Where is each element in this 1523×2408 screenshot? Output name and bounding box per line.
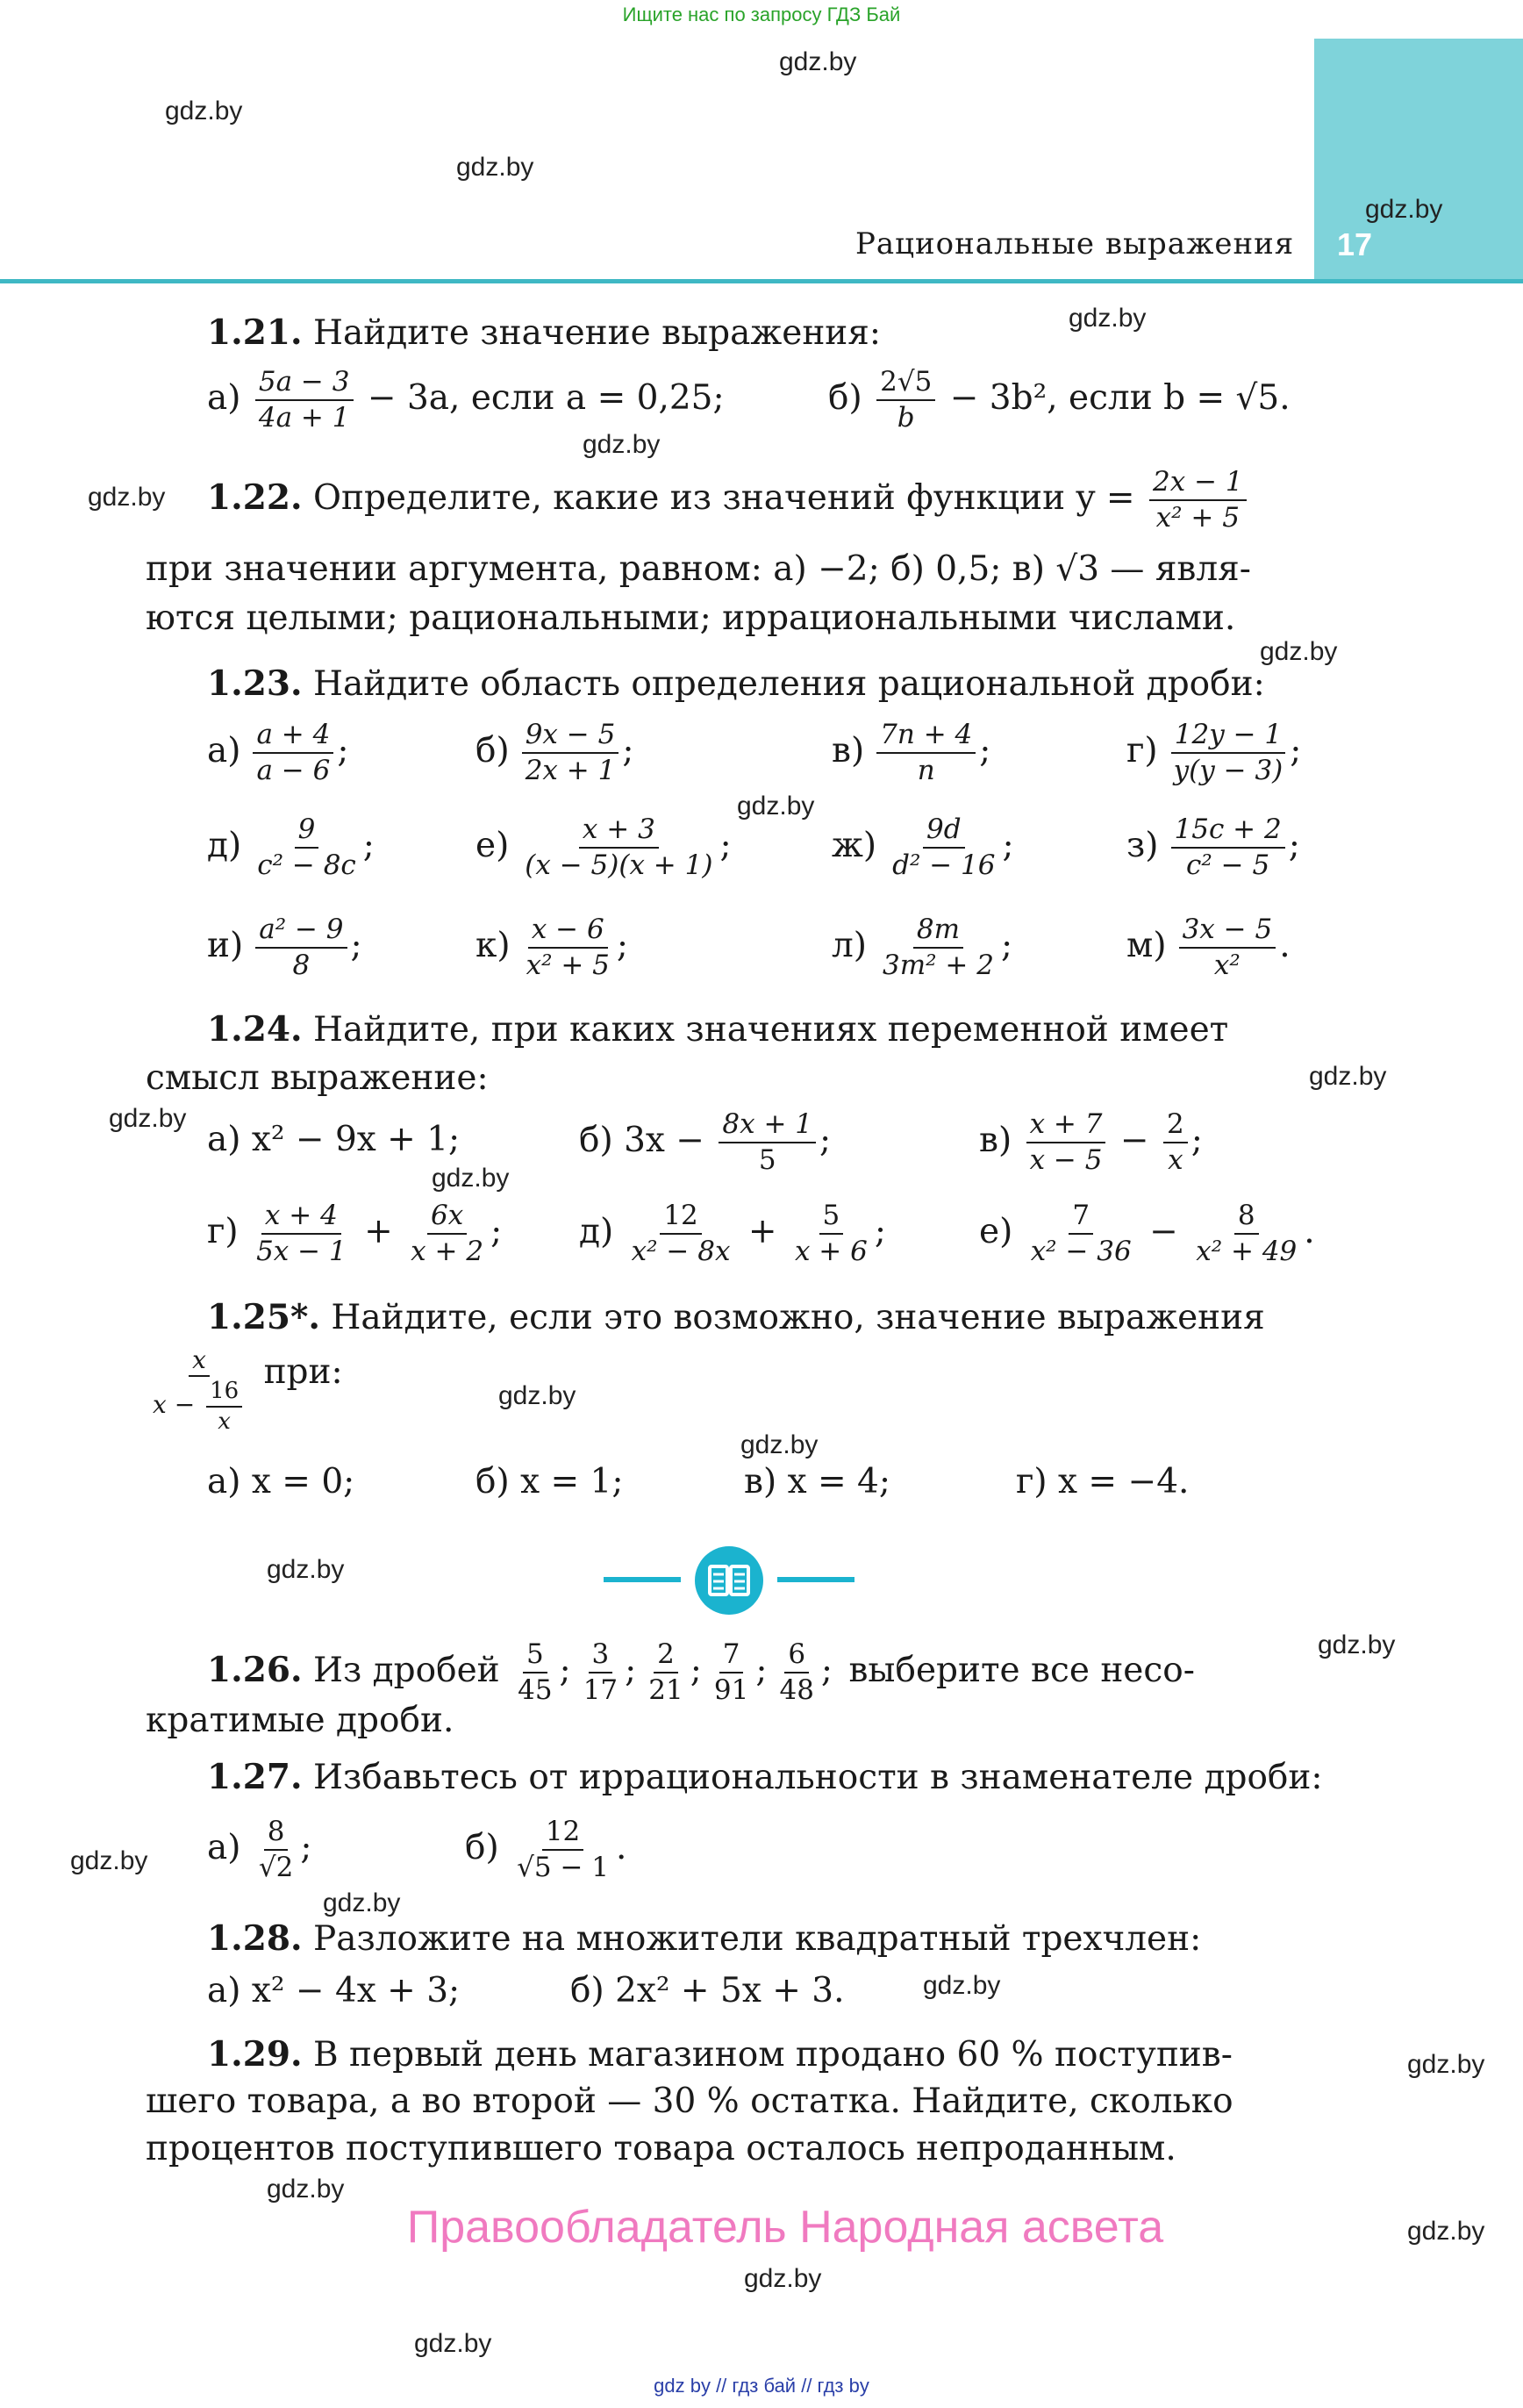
watermark: gdz.by bbox=[737, 792, 815, 821]
problem-1-27-b: б) $\frac{12}{√5 - 1}$ . bbox=[465, 1816, 627, 1883]
problem-1-27-heading: 1.27. Избавьтесь от иррациональности в знаменателе дроби: bbox=[207, 1757, 1323, 1797]
problem-1-25-v: в) x = 4; bbox=[744, 1462, 890, 1501]
watermark: gdz.by bbox=[323, 1888, 401, 1917]
problem-1-25-a: а) x = 0; bbox=[207, 1462, 355, 1501]
problem-1-22-line2: при значении аргумента, равном: а) −2; б) 0,5; в) √3 — явля- bbox=[146, 549, 1251, 589]
problem-1-23-item: ж) $\frac{9d}{\text{d² − 16}}$ ; bbox=[832, 813, 1014, 881]
problem-1-23-item: г) $\frac{12y - 1}{y(y - 3)}$ ; bbox=[1126, 719, 1302, 786]
fraction: $\frac{3}{17}$ bbox=[583, 1638, 618, 1706]
watermark: gdz.by bbox=[267, 1555, 345, 1584]
problem-1-23-item: е) $\frac{x + 3}{(x - 5)(x + 1)}$ ; bbox=[475, 813, 732, 881]
separator-right bbox=[777, 1577, 854, 1582]
watermark: gdz.by bbox=[109, 1104, 187, 1133]
problem-1-24-g: г) $\frac{x + 4}{5x - 1}$ + $\frac{6x}{x + 2}$ ; bbox=[207, 1200, 503, 1267]
problem-1-29-line2: шего товара, а во второй — 30 % остатка. Найдите, сколько bbox=[146, 2082, 1233, 2121]
watermark: gdz.by bbox=[1407, 2050, 1485, 2079]
watermark: gdz.by bbox=[779, 47, 857, 76]
problem-1-23-item: к) $\frac{x - 6}{\text{x² + 5}}$ ; bbox=[475, 914, 629, 981]
watermark: gdz.by bbox=[414, 2329, 492, 2358]
watermark: gdz.by bbox=[1260, 637, 1338, 666]
problem-1-23-item: а) $\frac{a + 4}{a - 6}$ ; bbox=[207, 719, 349, 786]
problem-1-21-b: б) $\frac{2√5}{b}$ − 3b², если b = √5. bbox=[828, 366, 1291, 434]
fraction: $\frac{6}{48}$ bbox=[779, 1638, 814, 1706]
fraction: $\frac{2}{21}$ bbox=[648, 1638, 683, 1706]
header-rule bbox=[0, 279, 1523, 283]
problem-1-29-line1: 1.29. В первый день магазином продано 60 % поступив- bbox=[207, 2034, 1233, 2075]
problem-1-26-line2: кратимые дроби. bbox=[146, 1701, 454, 1740]
problem-1-23-item: в) $\frac{7n + 4}{n}$ ; bbox=[832, 719, 991, 786]
watermark: gdz.by bbox=[583, 430, 661, 459]
problem-1-29-line3: процентов поступившего товара осталось непроданным. bbox=[146, 2129, 1176, 2168]
watermark: gdz.by bbox=[1069, 304, 1147, 333]
separator-left bbox=[604, 1577, 681, 1582]
watermark: gdz.by bbox=[456, 153, 534, 182]
page-number: 17 bbox=[1337, 226, 1373, 262]
bottom-links[interactable]: gdz by // гдз бай // гдз by bbox=[654, 2375, 869, 2397]
problem-1-24-v: в) $\frac{x + 7}{x - 5}$ − $\frac{2}{x}$ ; bbox=[979, 1108, 1203, 1176]
problem-1-26-heading: 1.26. Из дробей $\frac{5}{45}$ ; $\frac{3}{17}$ ; $\frac{2}{21}$ ; $\frac{7}{91}$ ; $\frac{6}{48}$ ; выберите все несо- bbox=[207, 1638, 1195, 1706]
problem-1-28-b: б) 2x² + 5x + 3. bbox=[570, 1971, 845, 2010]
problem-1-27-a: а) $\frac{8}{√2}$ ; bbox=[207, 1816, 312, 1883]
problem-1-23-item: д) $\frac{9}{\text{c² − 8c}}$ ; bbox=[207, 813, 375, 881]
problem-1-24-a: а) x² − 9x + 1; bbox=[207, 1120, 461, 1159]
watermark: gdz.by bbox=[70, 1846, 148, 1875]
problem-1-25-g: г) x = −4. bbox=[1016, 1462, 1190, 1501]
problem-1-28-heading: 1.28. Разложите на множители квадратный трехчлен: bbox=[207, 1918, 1202, 1959]
watermark: gdz.by bbox=[744, 2264, 822, 2293]
problem-1-24-d: д) $\frac{12}{\text{x² − 8x}}$ + $\frac{5}{x + 6}$ ; bbox=[579, 1200, 886, 1267]
copyright-notice: Правообладатель Народная асвета bbox=[406, 2202, 1164, 2253]
problem-1-24-heading: 1.24. Найдите, при каких значениях переменной имеет bbox=[207, 1009, 1229, 1050]
problem-1-25-expression: x x − $\frac{16}{x}$ при: bbox=[153, 1345, 343, 1435]
top-search-link[interactable]: Ищите нас по запросу ГДЗ Бай bbox=[622, 4, 901, 25]
problem-1-21-heading: 1.21. Найдите значение выражения: bbox=[207, 312, 882, 353]
watermark: gdz.by bbox=[165, 97, 243, 125]
problem-1-24-b: б) 3x − $\frac{8x + 1}{5}$ ; bbox=[579, 1108, 832, 1176]
problem-1-22-line3: ются целыми; рациональными; иррациональными числами. bbox=[146, 598, 1236, 638]
problem-1-23-item: м) $\frac{3x - 5}{\text{x²}}$ . bbox=[1126, 914, 1291, 981]
problem-1-21-a: а) $\frac{5a - 3}{4a + 1}$ − 3a, если a = 0,25; bbox=[207, 366, 725, 434]
watermark: gdz.by bbox=[498, 1381, 576, 1410]
problem-1-24-e: е) $\frac{7}{\text{x² − 36}}$ − $\frac{8}{\text{x² + 49}}$ . bbox=[979, 1200, 1315, 1267]
watermark: gdz.by bbox=[1407, 2217, 1485, 2246]
running-header: Рациональные выражения bbox=[855, 226, 1295, 262]
problem-1-26-fractions: $\frac{5}{45}$ ; $\frac{3}{17}$ ; $\frac{2}{21}$ ; $\frac{7}{91}$ ; $\frac{6}{48}$ ; bbox=[511, 1651, 838, 1690]
watermark: gdz.by bbox=[267, 2175, 345, 2204]
watermark: gdz.by bbox=[923, 1971, 1001, 2000]
problem-1-22-heading: 1.22. Определите, какие из значений функции y = $\frac{2x - 1}{\text{x² + 5}}$ bbox=[207, 465, 1250, 535]
problem-1-24-line2: смысл выражение: bbox=[146, 1058, 489, 1098]
watermark: gdz.by bbox=[1318, 1630, 1396, 1659]
watermark: gdz.by bbox=[88, 483, 166, 512]
watermark: gdz.by bbox=[740, 1430, 819, 1459]
book-icon bbox=[695, 1546, 763, 1615]
problem-1-25-b: б) x = 1; bbox=[475, 1462, 624, 1501]
fraction: $\frac{5}{45}$ bbox=[518, 1638, 553, 1706]
watermark: gdz.by bbox=[432, 1164, 510, 1193]
fraction: $\frac{7}{91}$ bbox=[713, 1638, 749, 1706]
watermark: gdz.by bbox=[1365, 195, 1443, 224]
problem-1-28-a: а) x² − 4x + 3; bbox=[207, 1971, 461, 2010]
problem-1-25-heading: 1.25*. Найдите, если это возможно, значение выражения bbox=[207, 1297, 1265, 1337]
problem-1-23-item: л) $\frac{8m}{\text{3m² + 2}}$ ; bbox=[832, 914, 1013, 981]
problem-1-23-item: б) $\frac{9x - 5}{2x + 1}$ ; bbox=[475, 719, 634, 786]
problem-1-23-heading: 1.23. Найдите область определения рациональной дроби: bbox=[207, 663, 1265, 704]
problem-1-23-item: з) $\frac{15c + 2}{\text{c² − 5}}$ ; bbox=[1126, 813, 1300, 881]
watermark: gdz.by bbox=[1309, 1062, 1387, 1091]
problem-1-23-item: и) $\frac{\text{a² − 9}}{8}$ ; bbox=[207, 914, 362, 981]
